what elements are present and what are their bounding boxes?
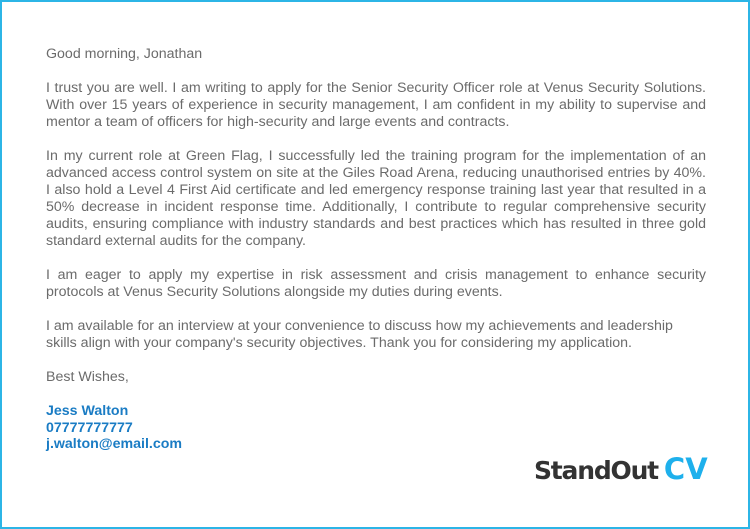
greeting: Good morning, Jonathan	[46, 46, 203, 62]
signature-email: j.walton@email.com	[46, 436, 183, 452]
standout-cv-logo	[534, 454, 708, 486]
signature-name: Jess Walton	[46, 403, 129, 419]
logo-text-accent: CV	[663, 452, 708, 486]
paragraph-intro: I trust you are well. I am writing to apply for the Senior Security Officer role at Venus Security Solutions. With over 15 years of experience in security management, I am confident in my ability to supervise and mentor a team of officers for high-security and large events and contracts.	[46, 80, 706, 130]
signature-phone: 07777777777	[46, 419, 133, 436]
paragraph-experience: In my current role at Green Flag, I successfully led the training program for the implementation of an advanced access control system on site at the Giles Road Arena, reducing unauthorised entries by 40%. I also hold a Level 4 First Aid certificate and led emergency response training last year that resulted in a 50% decrease in incident response time. Additionally, I contribute to regular comprehensive security audits, ensuring compliance with industry standards and best practices which has resulted in three gold standard external audits for the company.	[46, 148, 706, 249]
signature-block	[46, 403, 706, 453]
paragraph-closing: I am available for an interview at your convenience to discuss how my achievements and leadership skills align with your company's security objectives. Thank you for considering my application.	[46, 318, 673, 351]
paragraph-motivation: I am eager to apply my expertise in risk assessment and crisis management to enhance security protocols at Venus Security Solutions alongside my duties during events.	[46, 267, 706, 300]
cover-letter	[46, 46, 706, 453]
sign-off: Best Wishes,	[46, 369, 129, 385]
logo-text-main: StandOut	[534, 456, 658, 485]
